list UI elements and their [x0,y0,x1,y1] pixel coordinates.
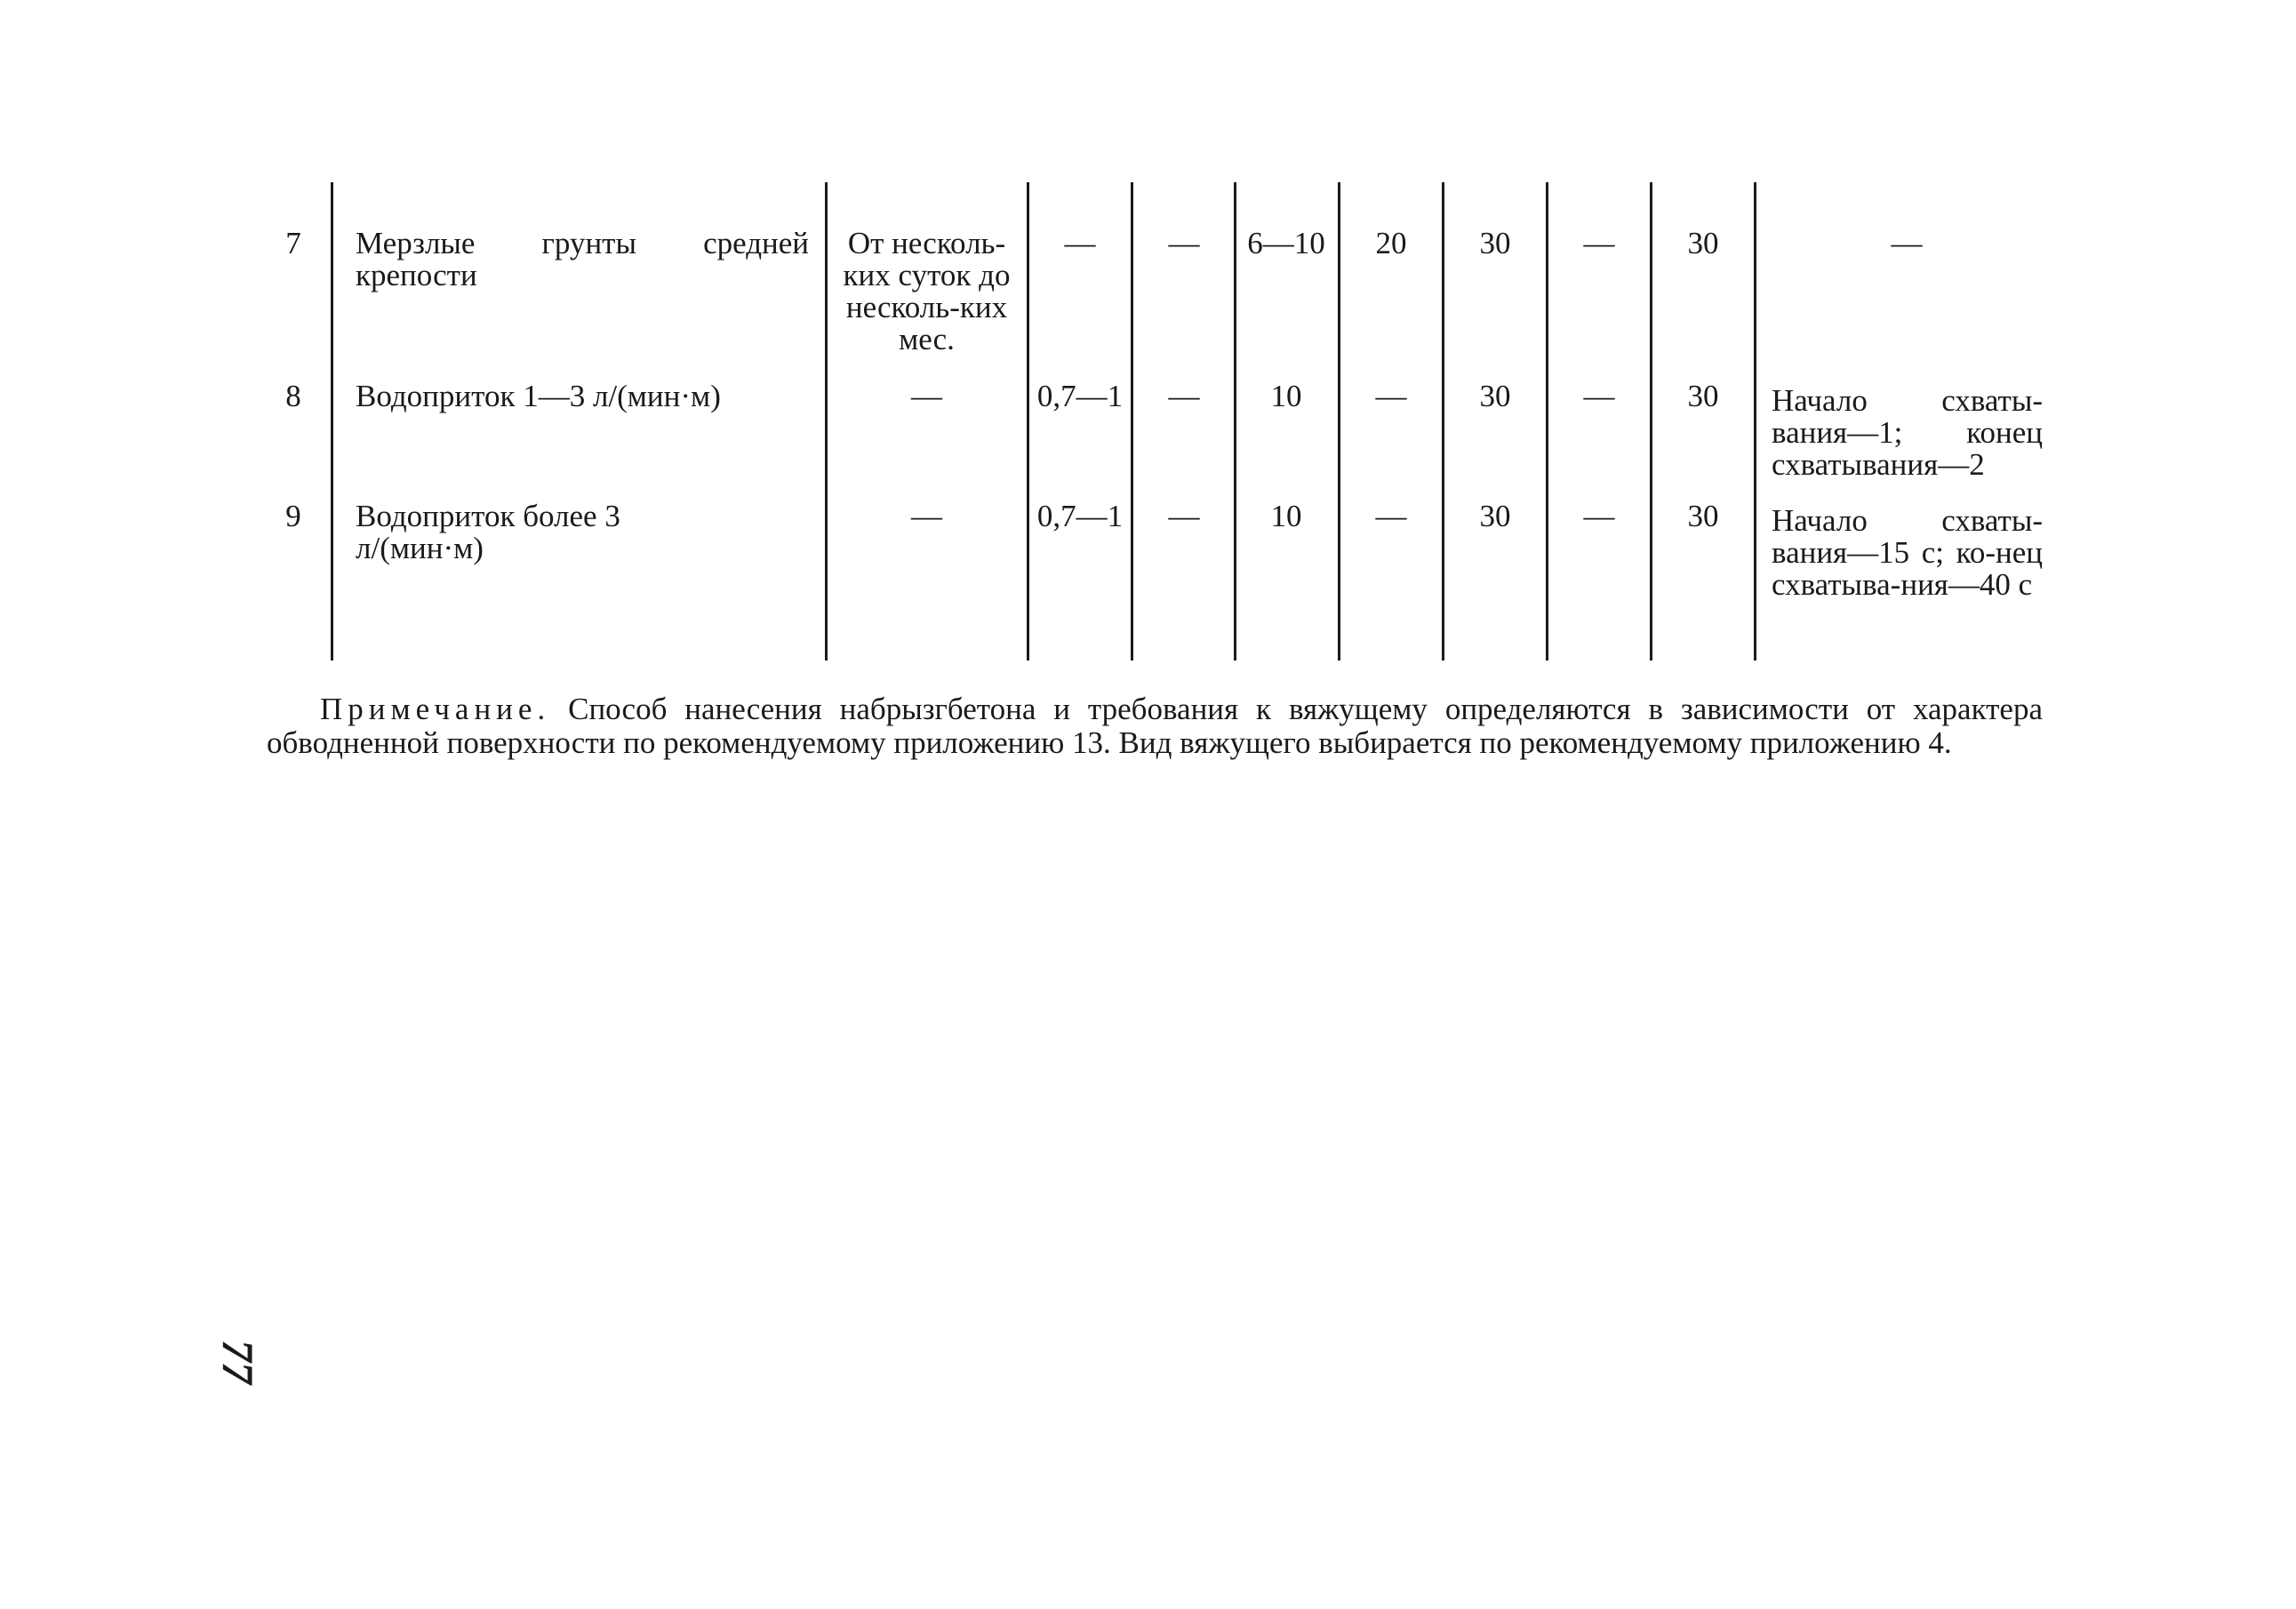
row-description: Мерзлые грунты средней крепости [356,226,809,292]
column-rule [1754,182,1756,660]
cell-value: — [1375,379,1407,413]
row-description: Водоприток более 3 л/(мин·м) [356,499,620,565]
row-number: 9 [285,499,301,533]
cell-value: — [1583,379,1615,413]
row-number: 8 [285,379,301,413]
cell-value: 30 [1687,226,1719,260]
footnote-label: Примечание. [320,692,551,726]
column-rule [1131,182,1133,660]
cell-value: 6—10 [1247,226,1325,260]
cell-value: 30 [1479,379,1511,413]
cell-value: — [1168,379,1200,413]
cell-value: 10 [1270,499,1302,533]
cell-value: — [1168,499,1200,533]
table-footnote [267,692,2043,760]
cell-value: — [1583,499,1615,533]
cell-value: — [1583,226,1615,260]
row-number: 7 [285,226,301,260]
cell-note: Начало схваты-вания—1; конец схватывания—2 [1772,383,2043,482]
cell-value: 20 [1375,226,1407,260]
column-rule [1027,182,1029,660]
cell-duration: От несколь-ких суток до несколь-ких мес. [843,226,1011,356]
page-number: 77 [213,1340,263,1384]
cell-value: 10 [1270,379,1302,413]
column-rule [1338,182,1340,660]
cell-duration: — [911,499,942,533]
cell-value: 0,7—1 [1036,499,1124,533]
footnote-text: Способ нанесения набрызгбетона и требования к вяжущему определяются в зависимости от характера обводненной поверхности по рекомендуемому приложению 13. Вид вяжущего выбирается по рекомендуемому приложению 4. [267,692,2043,760]
column-rule [1442,182,1444,660]
cell-value: 30 [1479,499,1511,533]
cell-note: — [1891,226,1923,260]
cell-value: 0,7—1 [1036,379,1124,413]
cell-value: 30 [1687,379,1719,413]
column-rule [1546,182,1548,660]
cell-value: — [1064,226,1096,260]
column-rule [825,182,828,660]
cell-value: 30 [1687,499,1719,533]
row-description: Водоприток 1—3 л/(мин·м) [356,379,721,413]
column-rule [1650,182,1652,660]
cell-duration: — [911,379,942,413]
cell-value: — [1168,226,1200,260]
cell-note: Начало схваты-вания—15 с; ко-нец схватыва-ния—40 с [1772,503,2043,602]
column-rule [331,182,333,660]
cell-value: — [1375,499,1407,533]
column-rule [1234,182,1236,660]
cell-value: 30 [1479,226,1511,260]
